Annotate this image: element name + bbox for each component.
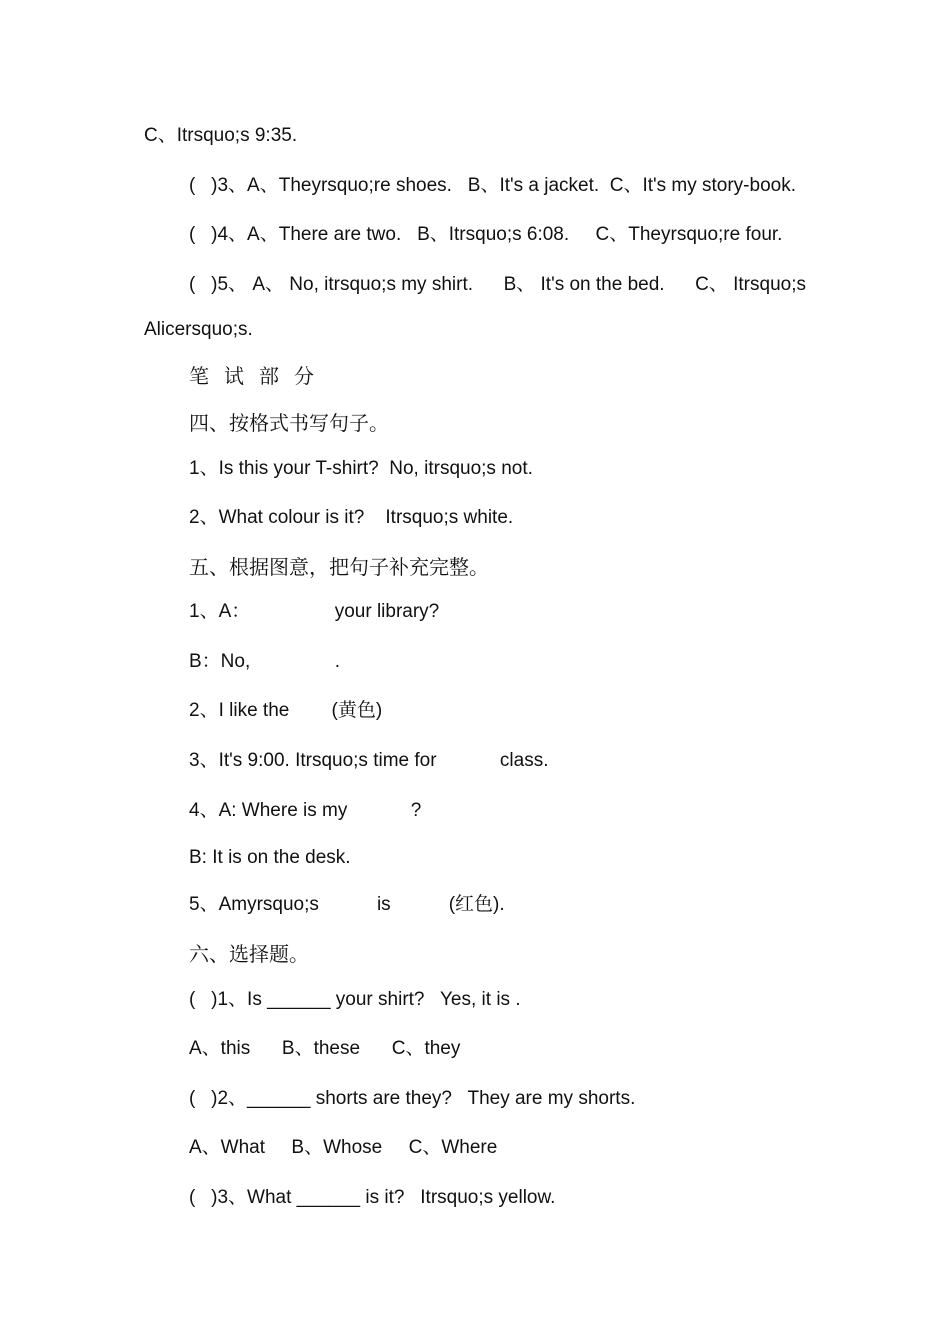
written-section-heading: 笔试部分 xyxy=(189,364,329,388)
section5-item: 4、A: Where is my ? xyxy=(189,800,422,821)
listening-q2-option-c: C、Itrsquo;s 9:35. xyxy=(144,125,298,146)
section5-item: B: It is on the desk. xyxy=(189,847,351,868)
section5-item: 5、Amyrsquo;s is (红色). xyxy=(189,894,505,915)
section6-item: ( )2、______ shorts are they? They are my shorts. xyxy=(189,1088,636,1109)
listening-q5 xyxy=(189,273,806,297)
section4-title: 四、按格式书写句子。 xyxy=(189,411,389,435)
section6-options: A、this B、these C、they xyxy=(189,1038,461,1059)
listening-q3: ( )3、A、Theyrsquo;re shoes. B、It's a jacket. C、It's my story-book. xyxy=(189,175,796,196)
listening-q5-part-b: B、 It's on the bed. xyxy=(503,274,665,295)
section6-title: 六、选择题。 xyxy=(189,942,309,966)
listening-q5-continuation: Alicersquo;s. xyxy=(144,319,253,340)
listening-q5-part-c: C、 Itrsquo;s xyxy=(695,274,806,295)
section5-item: 2、I like the (黄色) xyxy=(189,700,383,721)
section5-item: B：No, . xyxy=(189,651,340,672)
listening-q5-part-a: ( )5、 A、 No, itrsquo;s my shirt. xyxy=(189,274,473,295)
section6-item: ( )3、What ______ is it? Itrsquo;s yellow. xyxy=(189,1187,556,1208)
section5-title: 五、根据图意，把句子补充完整。 xyxy=(189,555,489,579)
section6-item: ( )1、Is ______ your shirt? Yes, it is . xyxy=(189,989,521,1010)
section6-options: A、What B、Whose C、Where xyxy=(189,1137,498,1158)
section4-item: 1、Is this your T-shirt? No, itrsquo;s not. xyxy=(189,458,533,479)
listening-q4: ( )4、A、There are two. B、Itrsquo;s 6:08. C、Theyrsquo;re four. xyxy=(189,224,783,245)
section5-item: 3、It's 9:00. Itrsquo;s time for class. xyxy=(189,750,549,771)
section4-item: 2、What colour is it? Itrsquo;s white. xyxy=(189,507,514,528)
section5-item: 1、A： your library? xyxy=(189,601,440,622)
